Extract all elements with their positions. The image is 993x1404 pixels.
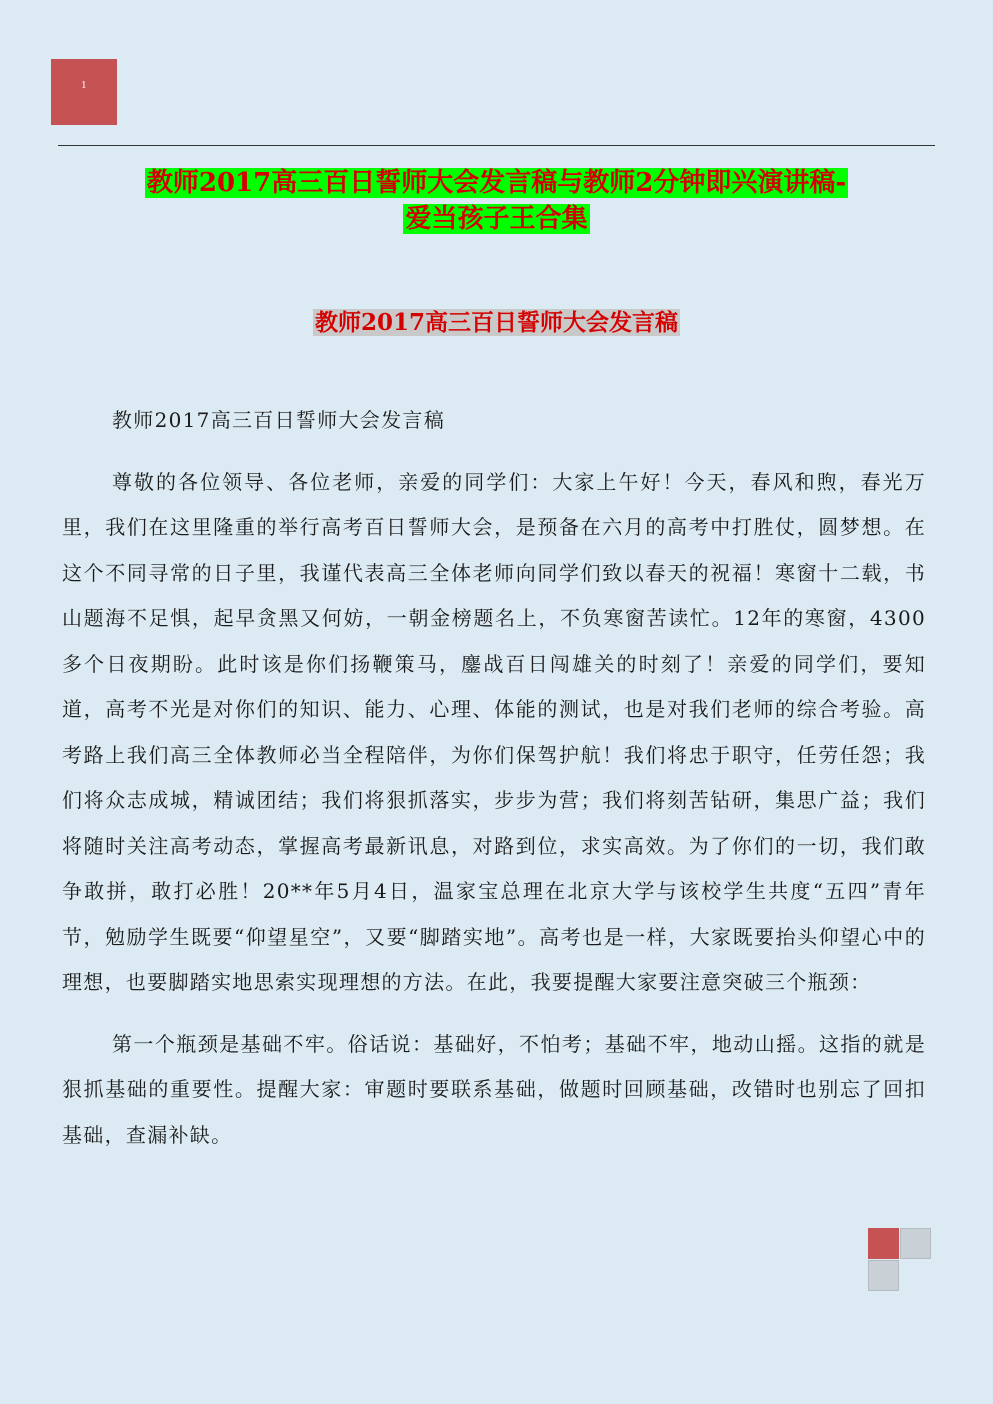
header-rule xyxy=(58,145,935,146)
corner-decoration-gray-square xyxy=(900,1228,931,1259)
paragraph-speech: 尊敬的各位领导、各位老师，亲爱的同学们：大家上午好！今天，春风和煦，春光万里，我们在这里隆重的举行高考百日誓师大会，是预备在六月的高考中打胜仗，圆梦想。在这个不同寻常的日子里，我谨代表高三全体老师向同学们致以春天的祝福！寒窗十二载，书山题海不足惧，起早贪黑又何妨，一朝金榜题名上，不负寒窗苦读忙。12年的寒窗，4300多个日夜期盼。此时该是你们扬鞭策马，鏖战百日闯雄关的时刻了！亲爱的同学们，要知道，高考不光是对你们的知识、能力、心理、体能的测试，也是对我们老师的综合考验。高考路上我们高三全体教师必当全程陪伴，为你们保驾护航！我们将忠于职守，任劳任怨；我们将众志成城，精诚团结；我们将狠抓落实，步步为营；我们将刻苦钻研，集思广益；我们将随时关注高考动态，掌握高考最新讯息，对路到位，求实高效。为了你们的一切，我们敢争敢拼，敢打必胜！20**年5月4日，温家宝总理在北京大学与该校学生共度“五四”青年节，勉励学生既要“仰望星空”，又要“脚踏实地”。高考也是一样，大家既要抬头仰望心中的理想，也要脚踏实地思索实现理想的方法。在此，我要提醒大家要注意突破三个瓶颈： xyxy=(62,469,926,994)
document-title-line-1: 教师2017高三百日誓师大会发言稿与教师2分钟即兴演讲稿- xyxy=(146,168,847,198)
page-number: 1 xyxy=(81,79,87,91)
document-title xyxy=(0,165,993,237)
paragraph-first-bottleneck: 第一个瓶颈是基础不牢。俗话说：基础好，不怕考；基础不牢，地动山摇。这指的就是狠抓基础的重要性。提醒大家：审题时要联系基础，做题时回顾基础，改错时也别忘了回扣基础，查漏补缺。 xyxy=(62,1031,926,1147)
document-title-line-2: 爱当孩子王合集 xyxy=(405,204,588,234)
corner-decoration-gray-square-lower xyxy=(868,1260,899,1291)
body-text xyxy=(62,398,926,1158)
section-title-text: 教师2017高三百日誓师大会发言稿 xyxy=(314,309,678,336)
corner-decoration-red-square xyxy=(868,1228,899,1259)
section-title xyxy=(0,306,993,340)
page-number-box xyxy=(51,59,117,125)
paragraph-heading: 教师2017高三百日誓师大会发言稿 xyxy=(112,408,445,432)
